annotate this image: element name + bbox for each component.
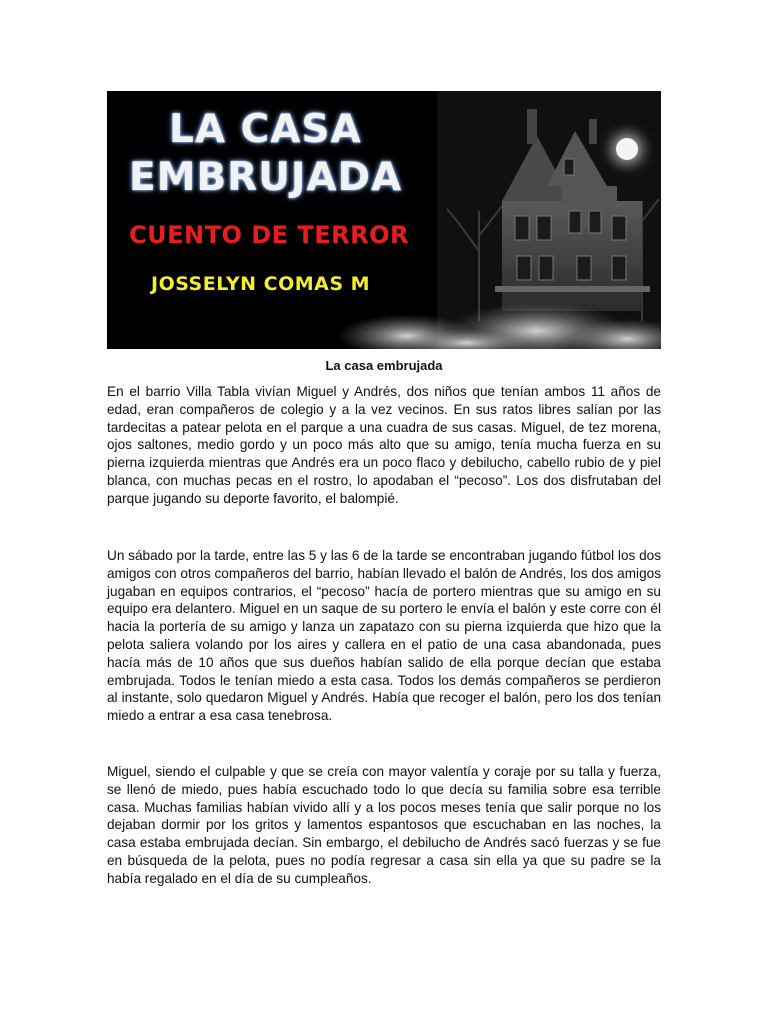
paragraph-3: Miguel, siendo el culpable y que se creía con mayor valentía y coraje por su talla y fuerza, se llenó de miedo, pues había escuchado todo lo que decía su familia sobre esa terrible casa. Muchas familias habían vivido allí y a los pocos meses tenía que salir porque no los dejaban dormir por los gritos y lamentos espantosos que escuchaban en las noches, la casa estaba embrujada decían. Sin embargo, el debilucho de Andrés sacó fuerzas y se fue en búsqueda de la pelota, pues no podía regresar a casa sin ella ya que su padre se la había regalado en el día de su cumpleaños. [107,764,661,886]
cover-author: JOSSELYN COMAS M [151,273,371,295]
cover-image [107,91,661,349]
paragraph-2: Un sábado por la tarde, entre las 5 y las 6 de la tarde se encontraban jugando fútbol los dos amigos con otros compañeros del barrio, habían llevado el balón de Andrés, los dos amigos jugaban en equipos contrarios, el “pecoso” hacía de portero mientras que su amigo en su equipo era delantero. Miguel en un saque de su portero le envía el balón y este corre con él hacia la portería de su amigo y lanza un zapatazo con su pierna izquierda que hizo que la pelota saliera volando por los aires y callera en el patio de una casa abandonada, pues hacía más de 10 años que sus dueños habían salido de ella porque decían que estaba embrujada. Todos le tenían miedo a esta casa. Todos los demás compañeros se perdieron al instante, solo quedaron Miguel y Andrés. Había que recoger el balón, pero los dos tenían miedo a entrar a esa casa tenebrosa. [107,548,661,724]
document-heading: La casa embrujada [325,358,443,373]
cover-title-line2: EMBRUJADA [129,155,403,200]
cover-title-line1: LA CASA [169,107,362,152]
paragraph-1: En el barrio Villa Tabla vivían Miguel y Andrés, dos niños que tenían ambos 11 años de edad, eran compañeros de colegio y a la vez vecinos. En sus ratos libres salían por las tardecitas a patear pelota en el parque a una cuadra de sus casas. Miguel, de tez morena, ojos saltones, medio gordo y un poco más alto que su amigo, tenía mucha fuerza en su pierna izquierda mientras que Andrés era un poco flaco y debilucho, cabello rubio de y piel blanca, con muchas pecas en el rostro, lo apodaban el “pecoso”. Los dos disfrutaban del parque jugando su deporte favorito, el balompié. [107,384,661,506]
cover-subtitle: CUENTO DE TERROR [129,221,409,249]
